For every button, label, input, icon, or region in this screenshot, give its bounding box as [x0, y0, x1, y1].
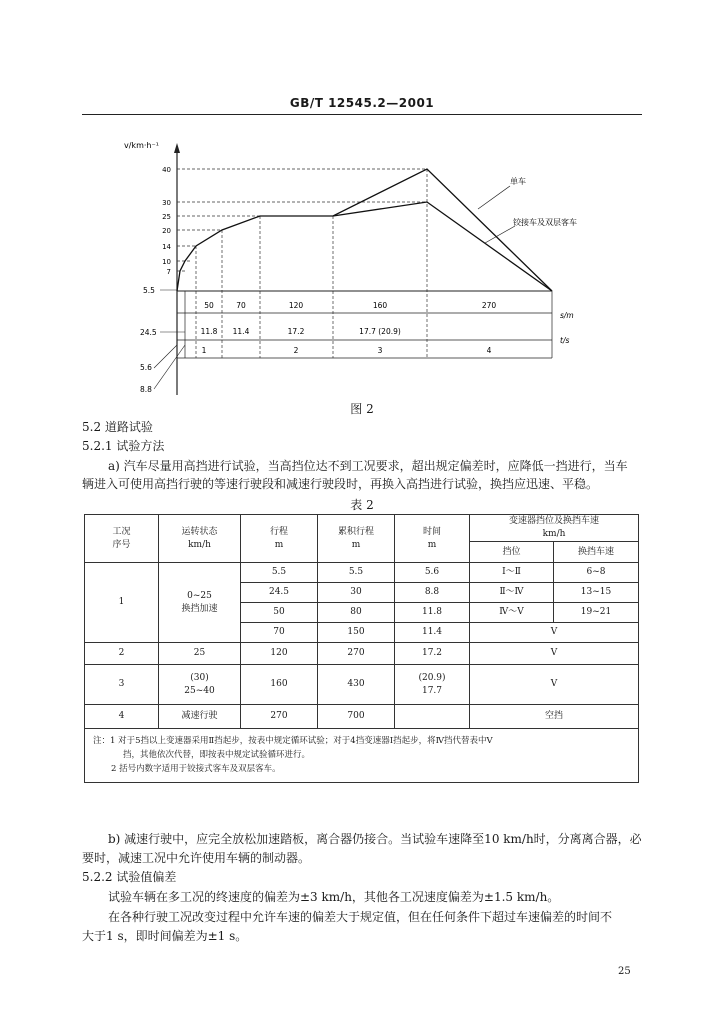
- legend-articulated: 铰接车及双层客车: [513, 218, 577, 227]
- cell-distance: 270: [241, 705, 318, 729]
- mark-24-5: 24.5: [140, 328, 157, 337]
- t-unit: t/s: [560, 336, 570, 345]
- cell-cumulative: 30: [318, 583, 395, 603]
- cell-condition: 1: [85, 563, 159, 643]
- y-axis-label: v/km·h⁻¹: [124, 141, 159, 150]
- cell-cumulative: 150: [318, 623, 395, 643]
- note-line-1: 注：1 对于5挡以上变速器采用Ⅱ挡起步，按表中规定循环试验；对于4挡变速器Ⅰ挡起步，将Ⅳ挡代替表中Ⅴ: [93, 736, 493, 746]
- cell-state: 25: [159, 643, 241, 665]
- cell-distance: 120: [241, 643, 318, 665]
- y-tick: 10: [162, 258, 171, 266]
- cell-state: 0~25 换挡加速: [159, 563, 241, 643]
- table-row: [85, 705, 639, 729]
- subsection-title-2: 5.2.2 试验值偏差: [82, 870, 177, 884]
- y-axis-arrow: [174, 143, 180, 153]
- page-number: 25: [618, 966, 631, 977]
- driving-cycle-table: [84, 514, 639, 783]
- cell-distance: 50: [241, 603, 318, 623]
- cell-time: [395, 705, 470, 729]
- header-distance: 行程 m: [241, 515, 318, 563]
- phase-label: 1: [201, 346, 207, 355]
- y-tick: 7: [166, 268, 171, 276]
- subsection-title: 5.2.1 试验方法: [82, 439, 165, 453]
- curve-single: [177, 169, 552, 291]
- cell-gear-merged: Ⅴ: [470, 643, 639, 665]
- seg-distance: 70: [236, 301, 246, 310]
- cell-state: (30) 25~40: [159, 665, 241, 705]
- cell-time: 17.2: [395, 643, 470, 665]
- header-time: 时间 m: [395, 515, 470, 563]
- figure-caption: 图 2: [350, 402, 374, 416]
- y-tick: 14: [162, 243, 171, 251]
- mark-5-5: 5.5: [143, 286, 155, 295]
- paragraph-a-line1: a) 汽车尽量用高挡进行试验，当高挡位达不到工况要求，超出规定偏差时，应降低一挡进行，当车: [108, 459, 628, 473]
- cell-cumulative: 430: [318, 665, 395, 705]
- deviation-line-1: 试验车辆在多工况的终速度的偏差为±3 km/h，其他各工况速度偏差为±1.5 km/h。: [108, 890, 560, 904]
- seg-distance: 270: [481, 301, 497, 310]
- s-unit: s/m: [560, 311, 574, 320]
- cell-time: (20.9) 17.7: [395, 665, 470, 705]
- cell-cumulative: 5.5: [318, 563, 395, 583]
- curve-articulated: [333, 202, 552, 291]
- cell-condition: 3: [85, 665, 159, 705]
- cell-shift-speed: 13~15: [554, 583, 639, 603]
- cell-distance: 70: [241, 623, 318, 643]
- cell-gear-merged: Ⅴ: [470, 623, 639, 643]
- paragraph-b-line1: b) 减速行驶中，应完全放松加速踏板，离合器仍接合。当试验车速降至10 km/h时，分离离合器，必: [108, 832, 642, 846]
- cell-gear: Ⅳ～Ⅴ: [470, 603, 554, 623]
- paragraph-b-line2: 要时，减速工况中允许使用车辆的制动器。: [82, 851, 311, 865]
- cell-distance: 160: [241, 665, 318, 705]
- cell-time: 8.8: [395, 583, 470, 603]
- y-tick: 25: [162, 213, 171, 221]
- note-line-3: 2 括号内数字适用于铰接式客车及双层客车。: [111, 764, 281, 774]
- seg-distance: 120: [288, 301, 304, 310]
- cell-state: 减速行驶: [159, 705, 241, 729]
- table-row: [85, 563, 639, 583]
- y-tick: 20: [162, 227, 171, 235]
- header-gear: 挡位: [470, 542, 554, 563]
- cell-gear: Ⅰ～Ⅱ: [470, 563, 554, 583]
- header-state: 运转状态 km/h: [159, 515, 241, 563]
- cell-cumulative: 700: [318, 705, 395, 729]
- header-cumulative: 累积行程 m: [318, 515, 395, 563]
- seg-distance: 160: [372, 301, 388, 310]
- cell-distance: 5.5: [241, 563, 318, 583]
- cell-gear-merged: Ⅴ: [470, 665, 639, 705]
- header-gear-group: 变速器挡位及换挡车速 km/h: [470, 515, 639, 542]
- cell-gear-merged: 空挡: [470, 705, 639, 729]
- cell-time: 11.8: [395, 603, 470, 623]
- seg-time: 11.4: [232, 327, 250, 336]
- cell-time: 11.4: [395, 623, 470, 643]
- deviation-line-2: 在各种行驶工况改变过程中允许车速的偏差大于规定值，但在任何条件下超过车速偏差的时间不: [108, 910, 613, 924]
- y-tick: 40: [162, 166, 171, 174]
- cell-cumulative: 270: [318, 643, 395, 665]
- cell-condition: 4: [85, 705, 159, 729]
- note-line-2: 挡，其他依次代替，即按表中规定试验循环进行。: [123, 750, 311, 760]
- legend-single: 单车: [510, 177, 526, 186]
- header-shift-speed: 换挡车速: [554, 542, 639, 563]
- table-notes-row: [85, 729, 639, 783]
- seg-time: 17.7 (20.9): [359, 327, 401, 336]
- cell-condition: 2: [85, 643, 159, 665]
- speed-time-figure: [0, 0, 724, 400]
- phase-label: 3: [377, 346, 383, 355]
- cell-shift-speed: 19~21: [554, 603, 639, 623]
- table-row: [85, 665, 639, 705]
- deviation-line-3: 大于1 s，即时间偏差为±1 s。: [82, 929, 248, 943]
- cell-cumulative: 80: [318, 603, 395, 623]
- seg-time: 17.2: [287, 327, 305, 336]
- y-tick: 30: [162, 199, 171, 207]
- table-notes: [85, 729, 639, 783]
- table-title: 表 2: [350, 498, 374, 512]
- phase-label: 2: [293, 346, 299, 355]
- header-condition: 工况 序号: [85, 515, 159, 563]
- mark-8-8: 8.8: [140, 385, 152, 394]
- seg-distance: 50: [204, 301, 214, 310]
- page-header: GB/T 12545.2—2001: [289, 96, 435, 110]
- cell-time: 5.6: [395, 563, 470, 583]
- seg-time: 11.8: [200, 327, 218, 336]
- cell-gear: Ⅱ～Ⅳ: [470, 583, 554, 603]
- phase-label: 4: [486, 346, 492, 355]
- mark-5-6: 5.6: [140, 363, 152, 372]
- cell-shift-speed: 6~8: [554, 563, 639, 583]
- section-title: 5.2 道路试验: [82, 420, 153, 434]
- cell-distance: 24.5: [241, 583, 318, 603]
- table-row: [85, 643, 639, 665]
- paragraph-a-line2: 辆进入可使用高挡行驶的等速行驶段和减速行驶段时，再换入高挡进行试验，换挡应迅速、平稳。: [82, 477, 599, 491]
